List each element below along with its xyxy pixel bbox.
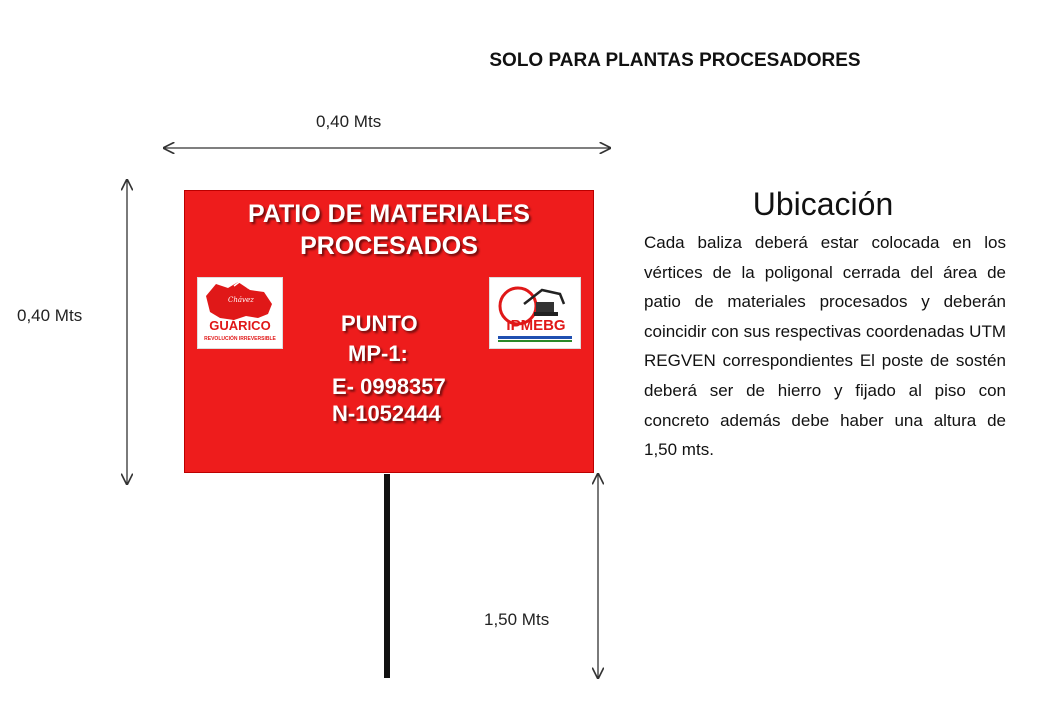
post-height-label: 1,50 Mts	[484, 610, 550, 629]
ipmebg-logo-text: IPMEBG	[506, 317, 566, 334]
sign-heading-line1: PATIO DE MATERIALES	[248, 200, 530, 228]
excavator-icon	[490, 278, 580, 348]
ipmebg-logo	[489, 277, 581, 349]
width-dimension-label: 0,40 Mts	[316, 112, 382, 131]
page-title: SOLO PARA PLANTAS PROCESADORES	[489, 50, 861, 71]
guarico-logo-subtext: REVOLUCIÓN IRREVERSIBLE	[204, 336, 276, 342]
sign-board	[184, 190, 594, 473]
sign-post	[384, 474, 390, 678]
coordinate-north: N-1052444	[332, 401, 441, 426]
location-title: Ubicación	[752, 186, 894, 222]
point-code: MP-1:	[348, 341, 408, 366]
coordinate-east: E- 0998357	[332, 374, 446, 399]
guarico-logo-text: GUÁRICO	[209, 318, 271, 333]
svg-text:Chávez: Chávez	[228, 296, 254, 304]
guarico-logo	[197, 277, 283, 349]
height-dimension-label: 0,40 Mts	[17, 306, 83, 325]
sign-heading-line2: PROCESADOS	[300, 232, 478, 260]
point-label: PUNTO	[341, 311, 418, 336]
location-description: Cada baliza deberá estar colocada en los vértices de la poligonal cerrada del área de patio de materiales procesados y deberán coincidir con sus respectivas coordenadas UTM REGVEN correspondientes El poste de sostén deberá ser de hierro y fijado al piso con concreto además debe haber una altura de 1,50 mts.	[644, 233, 1006, 460]
guarico-map-icon	[198, 278, 282, 348]
